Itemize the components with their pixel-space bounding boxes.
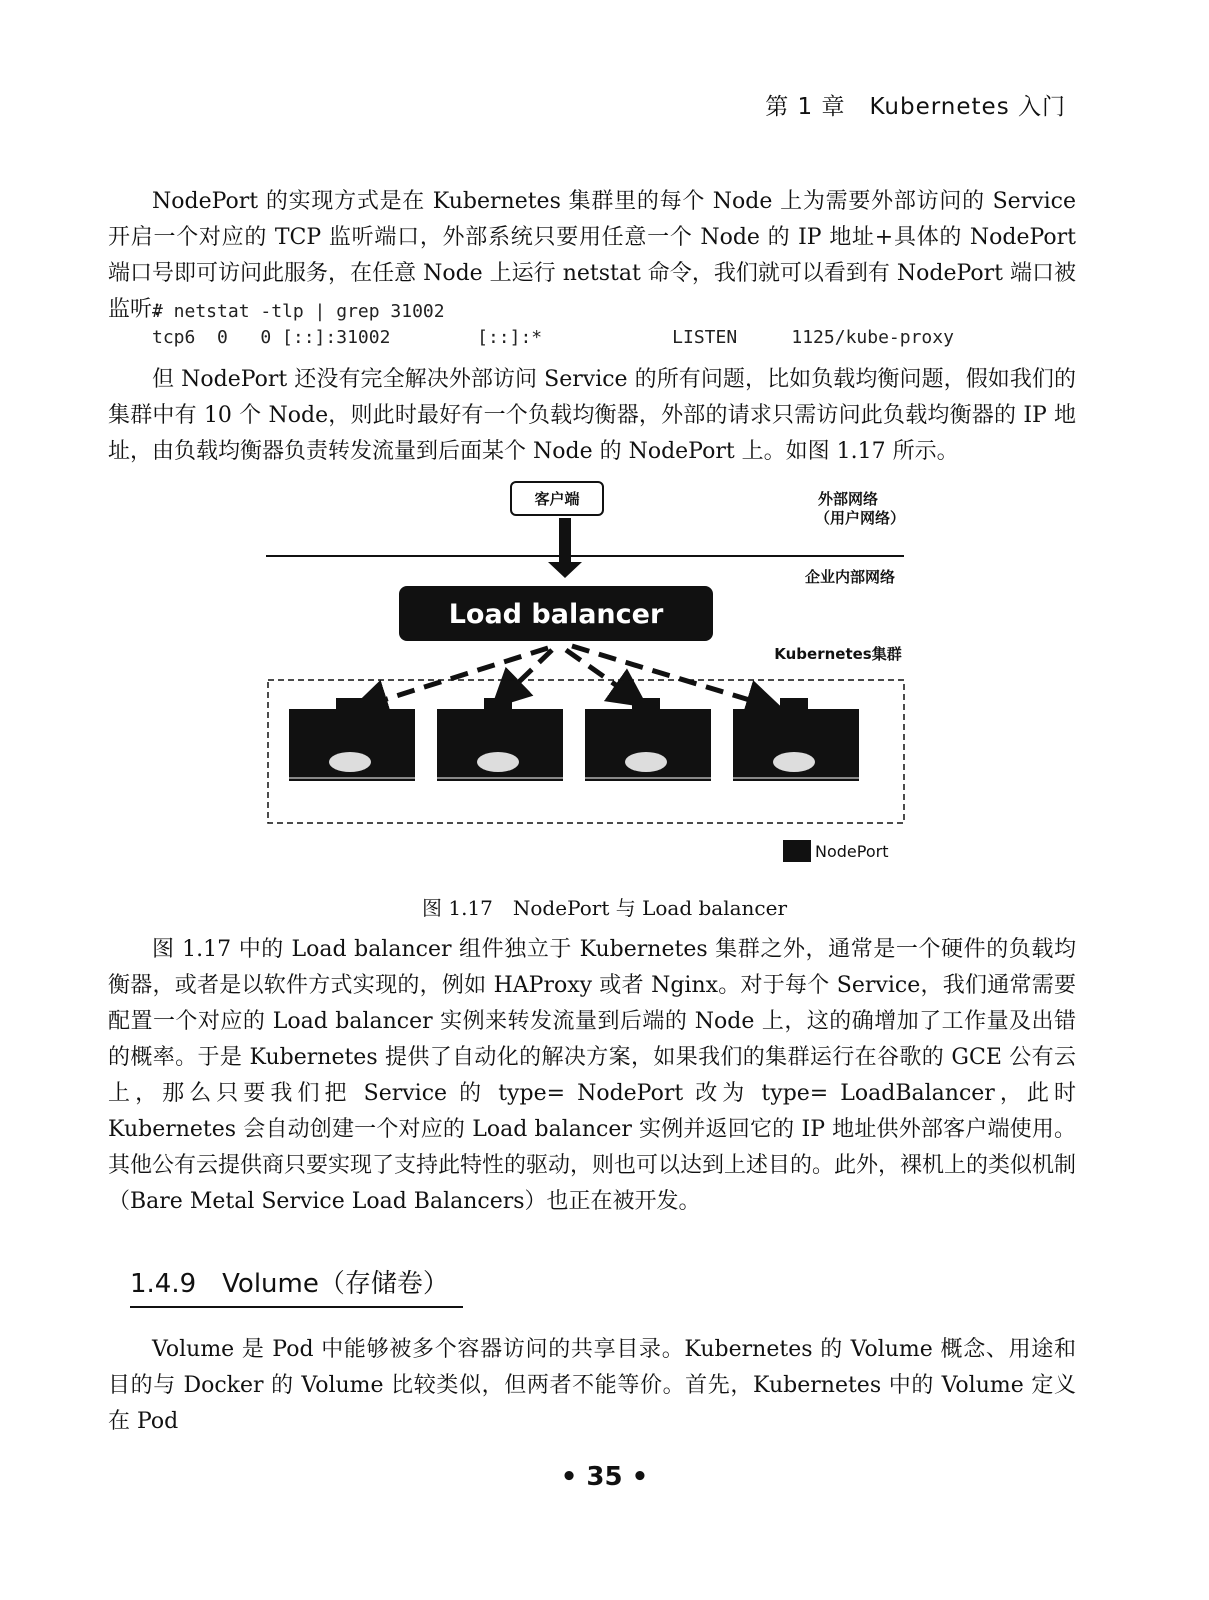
code-line-netstat-output: tcp6 0 0 [::]:31002 [::]:* LISTEN 1125/kube-proxy bbox=[152, 327, 954, 348]
pod-ellipse bbox=[477, 752, 519, 772]
running-header: 第 1 章 Kubernetes 入门 bbox=[765, 94, 1066, 120]
legend-label: NodePort bbox=[815, 842, 889, 861]
legend-swatch bbox=[783, 840, 811, 862]
pod-ellipse bbox=[773, 752, 815, 772]
figure-nodeport-load-balancer bbox=[0, 470, 1209, 894]
nodeport-marker bbox=[780, 698, 808, 710]
figure-caption: 图 1.17 NodePort 与 Load balancer bbox=[422, 896, 787, 920]
pod-ellipse bbox=[329, 752, 371, 772]
node-4 bbox=[733, 698, 859, 781]
cluster-label: Kubernetes集群 bbox=[774, 645, 902, 663]
client-label: 客户端 bbox=[534, 490, 580, 508]
external-network-sublabel: （用户网络） bbox=[814, 509, 906, 527]
node-3 bbox=[585, 698, 711, 781]
page-number: • 35 • bbox=[560, 1462, 649, 1492]
paragraph-volume-intro: Volume 是 Pod 中能够被多个容器访问的共享目录。Kubernetes 的 Volume 概念、用途和目的与 Docker 的 Volume 比较类似，但两者不能等价。首先，Kubernetes 中的 Volume 定义在 Pod bbox=[108, 1337, 1076, 1434]
legend bbox=[783, 840, 888, 862]
forwarding-arrows bbox=[358, 646, 776, 708]
client-box bbox=[511, 482, 603, 515]
load-balancer-box bbox=[399, 586, 713, 641]
paragraph-load-balancer-detail: 图 1.17 中的 Load balancer 组件独立于 Kubernetes 集群之外，通常是一个硬件的负载均衡器，或者是以软件方式实现的，例如 HAProxy 或者 Nginx。对于每个 Service，我们通常需要配置一个对应的 Load balancer 实例来转发流量到后端的 Node 上，这的确增加了工作量及出错的概率。于是 Kubernetes 提供了自动化的解决方案，如果我们的集群运行在谷歌的 GCE 公有云上，那么只要我们把 Service 的 type= NodePort 改为 type= LoadBalancer，此时 Kubernetes 会自动创建一个对应的 Load balancer 实例并返回它的 IP 地址供外部客户端使用。其他公有云提供商只要实现了支持此特性的驱动，则也可以达到上述目的。此外，裸机上的类似机制（Bare Metal Service Load Balancers）也正在被开发。 bbox=[108, 937, 1077, 1214]
diagram bbox=[0, 470, 1209, 890]
pod-ellipse bbox=[625, 752, 667, 772]
client-arrow bbox=[548, 518, 582, 578]
node-2 bbox=[437, 698, 563, 781]
nodeport-marker bbox=[632, 698, 660, 710]
node-1 bbox=[289, 698, 415, 781]
nodeport-marker bbox=[484, 698, 512, 710]
load-balancer-label: Load balancer bbox=[448, 599, 664, 630]
external-network-label: 外部网络 bbox=[817, 490, 879, 508]
section-heading-volume: 1.4.9 Volume（存储卷） bbox=[130, 1263, 463, 1308]
nodeport-marker bbox=[336, 698, 364, 710]
internal-network-label: 企业内部网络 bbox=[804, 568, 896, 586]
paragraph-load-balancing: 但 NodePort 还没有完全解决外部访问 Service 的所有问题，比如负载均衡问题，假如我们的集群中有 10 个 Node，则此时最好有一个负载均衡器，外部的请求只需访问此负载均衡器的 IP 地址，由负载均衡器负责转发流量到后面某个 Node 的 NodePort 上。如图 1.17 所示。 bbox=[108, 367, 1076, 464]
paragraph-nodeport-intro: NodePort 的实现方式是在 Kubernetes 集群里的每个 Node 上为需要外部访问的 Service 开启一个对应的 TCP 监听端口，外部系统只要用任意一个 Node 的 IP 地址+具体的 NodePort 端口号即可访问此服务，在任意 Node 上运行 netstat 命令，我们就可以看到有 NodePort 端口被监听： bbox=[108, 189, 1076, 322]
arrow-to-node-2 bbox=[498, 650, 552, 702]
code-line-netstat-command: # netstat -tlp | grep 31002 bbox=[152, 301, 445, 322]
